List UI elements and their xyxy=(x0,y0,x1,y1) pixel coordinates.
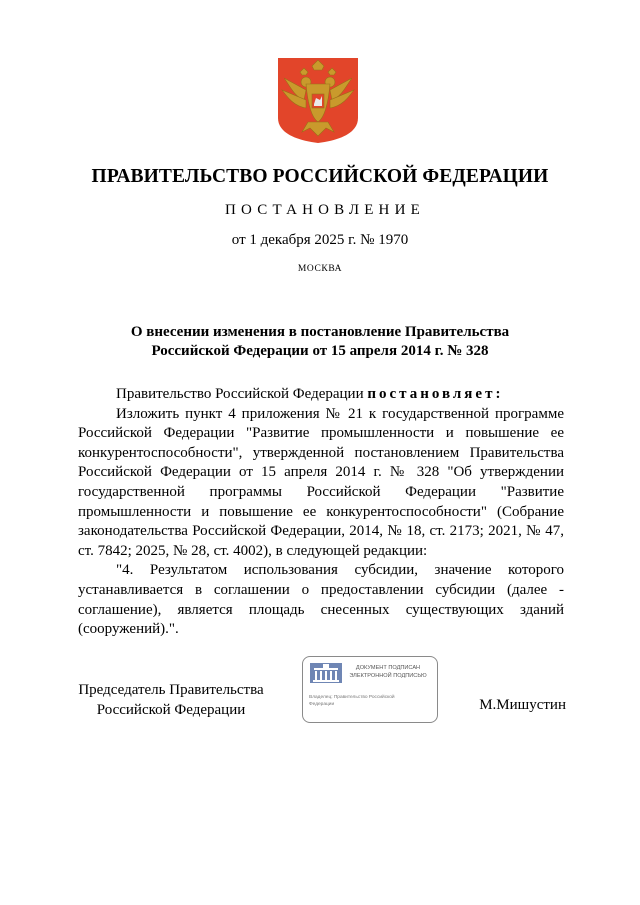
document-body xyxy=(78,385,564,640)
electronic-signature-stamp xyxy=(302,656,438,723)
stamp-holder-cont: Федерации xyxy=(309,701,335,707)
stamp-certificate-details xyxy=(309,695,435,708)
heading-line: Российской Федерации от 15 апреля 2014 г. № 328 xyxy=(151,343,489,359)
quote-line: устанавливается в соглашении о предоставлении субсидии (далее - xyxy=(78,581,564,598)
quote-line: соглашение), является площадь снесенных существующих зданий xyxy=(78,601,564,618)
document-city: МОСКВА xyxy=(297,264,343,274)
signatory-name: М.Мишустин xyxy=(479,697,566,713)
body-line: Изложить пункт 4 приложения № 21 к государственной программе xyxy=(116,405,564,422)
document-date-number: от 1 декабря 2025 г. № 1970 xyxy=(231,232,409,248)
government-building-icon xyxy=(309,662,343,684)
signatory-role-line: Председатель Правительства xyxy=(78,682,264,698)
coat-of-arms-emblem xyxy=(276,56,360,144)
body-line: промышленности и повышение ее конкурентоспособности" (Собрание xyxy=(78,503,564,520)
body-line: конкурентоспособности", утвержденной постановлением Правительства xyxy=(78,444,564,461)
decree-paragraph xyxy=(78,385,564,405)
body-line: законодательства Российской Федерации, 2014, № 18, ст. 2173; 2021, № 47, xyxy=(78,523,564,540)
body-line: государственной программы Российской Федерации "Развитие xyxy=(78,483,564,500)
quote-line: (сооружений).". xyxy=(78,621,179,638)
body-line: Российской Федерации от 15 апреля 2014 г. № 328 "Об утверждении xyxy=(78,464,564,481)
signatory-role xyxy=(66,680,276,720)
signatory-role-line: Российской Федерации xyxy=(96,702,246,718)
document-type: ПОСТАНОВЛЕНИЕ xyxy=(225,202,425,218)
document-heading xyxy=(80,323,560,361)
decree-intro: Правительство Российской Федерации xyxy=(116,386,364,402)
body-line: ст. 7842; 2025, № 28, ст. 4002), в следующей редакции: xyxy=(78,542,428,559)
stamp-caption: ДОКУМЕНТ ПОДПИСАН ЭЛЕКТРОННОЙ ПОДПИСЬЮ xyxy=(349,665,427,679)
stamp-holder: Владелец: Правительство Российской xyxy=(309,695,395,700)
quote-line: "4. Результатом использования субсидии, значение которого xyxy=(116,562,564,579)
body-line: Российской Федерации "Развитие промышленности и повышение ее xyxy=(78,425,564,442)
decree-verb: постановляет: xyxy=(367,386,504,402)
government-title: ПРАВИТЕЛЬСТВО РОССИЙСКОЙ ФЕДЕРАЦИИ xyxy=(91,166,549,187)
heading-line: О внесении изменения в постановление Правительства xyxy=(130,324,510,340)
